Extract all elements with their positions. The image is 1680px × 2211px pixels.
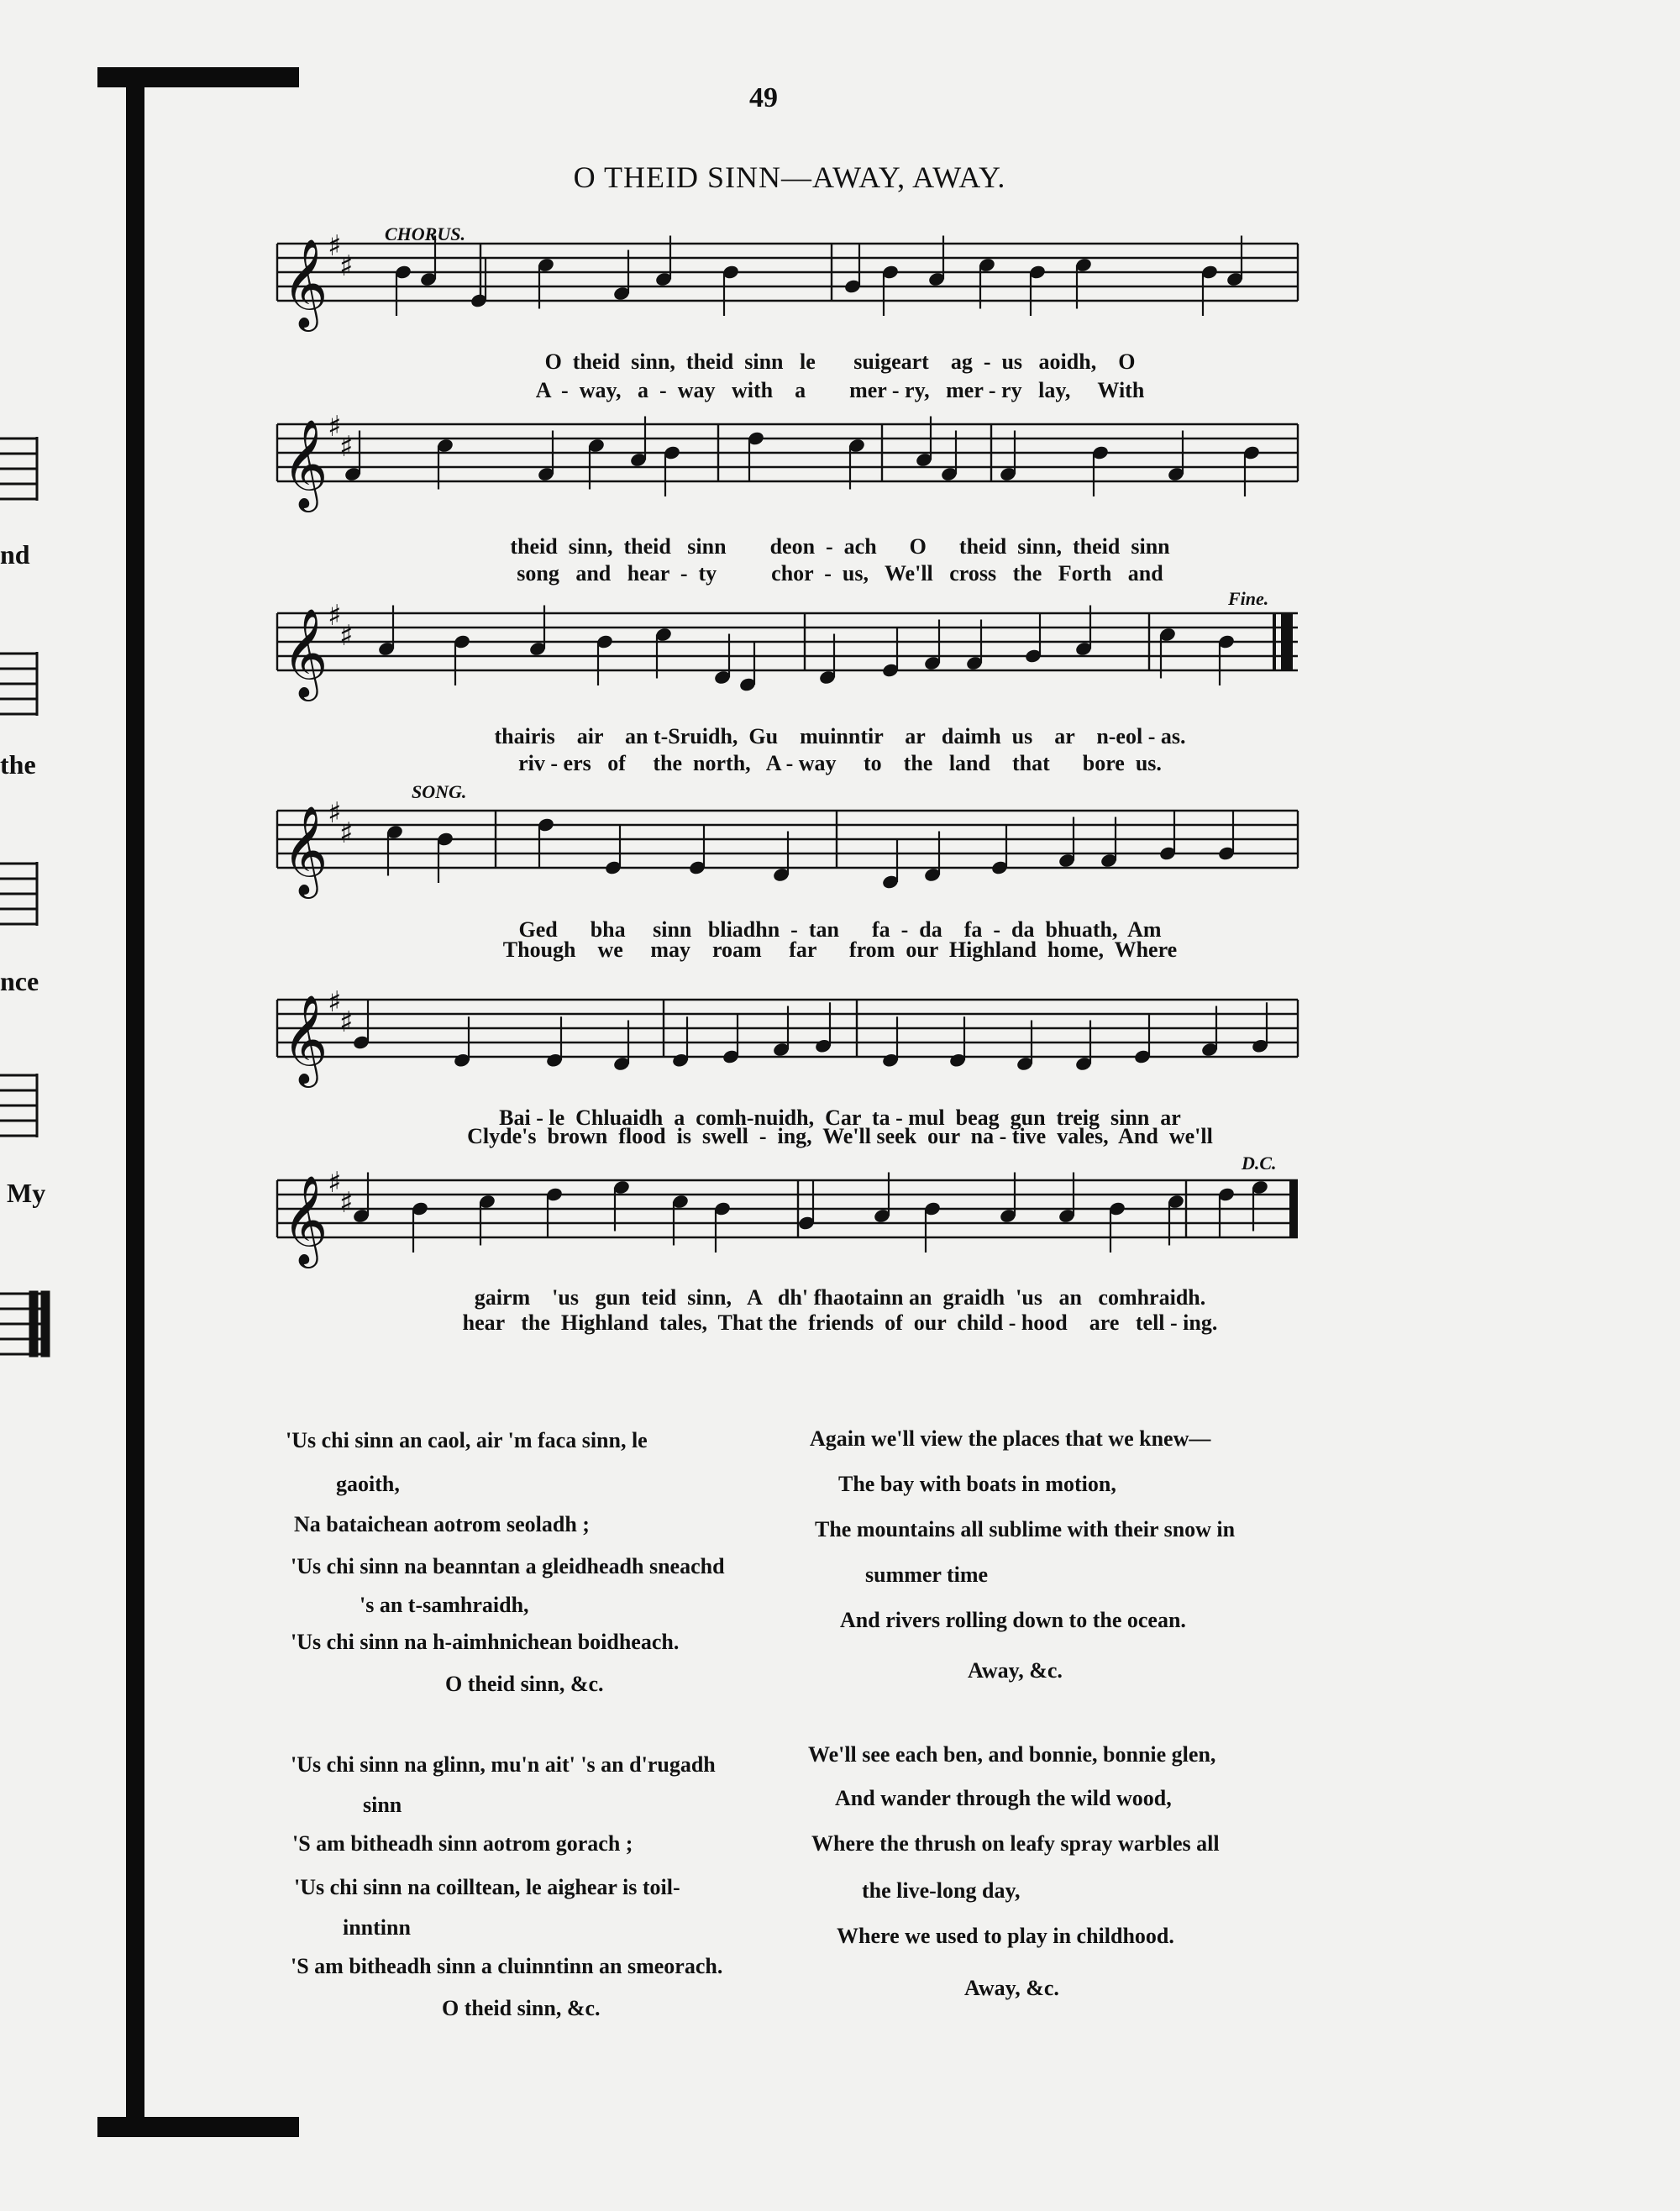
treble-clef-icon: 𝄞: [282, 238, 328, 328]
verse-line: 'Us chi sinn na glinn, mu'n ait' 's an d'rugadh: [291, 1752, 716, 1777]
verse-line: Where we used to play in childhood.: [837, 1924, 1174, 1948]
verse-line: 'S am bitheadh sinn a cluinntinn an smeorach.: [291, 1954, 723, 1978]
verse-line: Again we'll view the places that we knew—: [810, 1426, 1211, 1451]
lyric-english: song and hear - ty chor - us, We'll cross the Forth and: [517, 561, 1163, 586]
sharp-icon: ♯: [328, 1166, 342, 1200]
lyric-gaelic: thairis air an t-Sruidh, Gu muinntir ar daimh us ar n-eol - as.: [494, 724, 1186, 748]
page-number: 49: [749, 82, 778, 113]
verse-line: 's an t-samhraidh,: [360, 1593, 529, 1617]
chorus-marking: CHORUS.: [385, 223, 465, 244]
verse-line: And wander through the wild wood,: [835, 1786, 1172, 1810]
verse-line: 'Us chi sinn na h-aimhnichean boidheach.: [291, 1630, 680, 1654]
dc-marking: D.C.: [1242, 1153, 1277, 1174]
verse-line: the live-long day,: [862, 1878, 1021, 1903]
song-marking: SONG.: [412, 781, 467, 802]
verse-line: We'll see each ben, and bonnie, bonnie glen,: [808, 1742, 1216, 1767]
lyric-english: Clyde's brown flood is swell - ing, We'll seek our na - tive vales, And we'll: [467, 1124, 1213, 1148]
sharp-icon: ♯: [339, 430, 354, 464]
treble-clef-icon: 𝄞: [282, 1174, 328, 1264]
verse-refrain: Away, &c.: [968, 1658, 1063, 1683]
lyric-gaelic: Ged bha sinn bliadhn - tan fa - da fa - da bhuath, Am: [518, 917, 1162, 942]
treble-clef-icon: 𝄞: [282, 805, 328, 895]
verse-line: summer time: [865, 1562, 989, 1587]
lyric-english: Though we may roam far from our Highland home, Where: [502, 937, 1178, 962]
edge-word: My: [7, 1178, 46, 1208]
sharp-icon: ♯: [339, 1186, 354, 1220]
lyric-gaelic: theid sinn, theid sinn deon - ach O theid sinn, theid sinn: [510, 534, 1170, 559]
verse-line: inntinn: [343, 1915, 411, 1940]
sharp-icon: ♯: [328, 985, 342, 1019]
verse-line: Na bataichean aotrom seoladh ;: [294, 1512, 590, 1536]
staff-system: [277, 599, 1298, 701]
verse-line: And rivers rolling down to the ocean.: [840, 1608, 1186, 1632]
verse-line: gaoith,: [336, 1472, 400, 1496]
sharp-icon: ♯: [339, 1006, 354, 1039]
verse-line: 'Us chi sinn na beanntan a gleidheadh sneachd: [291, 1554, 725, 1578]
edge-word: nd: [0, 539, 30, 570]
verse-line: 'Us chi sinn na coilltean, le aighear is toil-: [294, 1875, 680, 1899]
treble-clef-icon: 𝄞: [282, 418, 328, 508]
sharp-icon: ♯: [328, 410, 342, 444]
staff-system: [277, 229, 1298, 332]
edge-word: nce: [0, 966, 39, 996]
fine-marking: Fine.: [1228, 588, 1269, 609]
verse-line: The bay with boats in motion,: [838, 1472, 1116, 1496]
staff-system: [277, 985, 1298, 1088]
sharp-icon: ♯: [339, 619, 354, 653]
lyric-gaelic: Bai - le Chluaidh a comh-nuidh, Car ta - mul beag gun treig sinn ar: [499, 1106, 1181, 1130]
verse-line: Where the thrush on leafy spray warbles all: [811, 1831, 1220, 1856]
sharp-icon: ♯: [328, 229, 342, 263]
staff-system: [277, 1166, 1298, 1268]
lyric-english: A - way, a - way with a mer - ry, mer - ry lay, With: [535, 378, 1145, 402]
verse-line: 'S am bitheadh sinn aotrom gorach ;: [292, 1831, 633, 1856]
lyric-gaelic: O theid sinn, theid sinn le suigeart ag - us aoidh, O: [544, 349, 1136, 374]
sharp-icon: ♯: [339, 817, 354, 850]
verse-line: 'Us chi sinn an caol, air 'm faca sinn, le: [286, 1428, 648, 1452]
verse-line: The mountains all sublime with their snow in: [815, 1517, 1236, 1541]
treble-clef-icon: 𝄞: [282, 607, 328, 697]
lyric-english: riv - ers of the north, A - way to the land that bore us.: [518, 751, 1162, 775]
lyric-english: hear the Highland tales, That the friends of our child - hood are tell - ing.: [462, 1310, 1218, 1335]
verse-line: sinn: [363, 1793, 402, 1817]
page-title: O THEID SINN—AWAY, AWAY.: [573, 160, 1006, 194]
verse-refrain: Away, &c.: [964, 1976, 1059, 2000]
staff-system: [277, 410, 1298, 512]
treble-clef-icon: 𝄞: [282, 994, 328, 1084]
verse-refrain: O theid sinn, &c.: [442, 1996, 601, 2020]
verse-refrain: O theid sinn, &c.: [445, 1672, 604, 1696]
edge-word: the: [0, 749, 36, 780]
binder-cap-bottom: [97, 2117, 299, 2137]
sharp-icon: ♯: [339, 249, 354, 283]
sharp-icon: ♯: [328, 599, 342, 633]
lyric-gaelic: gairm 'us gun teid sinn, A dh' fhaotainn an graidh 'us an comhraidh.: [474, 1285, 1206, 1310]
staff-system: [277, 796, 1298, 899]
sharp-icon: ♯: [328, 796, 342, 830]
